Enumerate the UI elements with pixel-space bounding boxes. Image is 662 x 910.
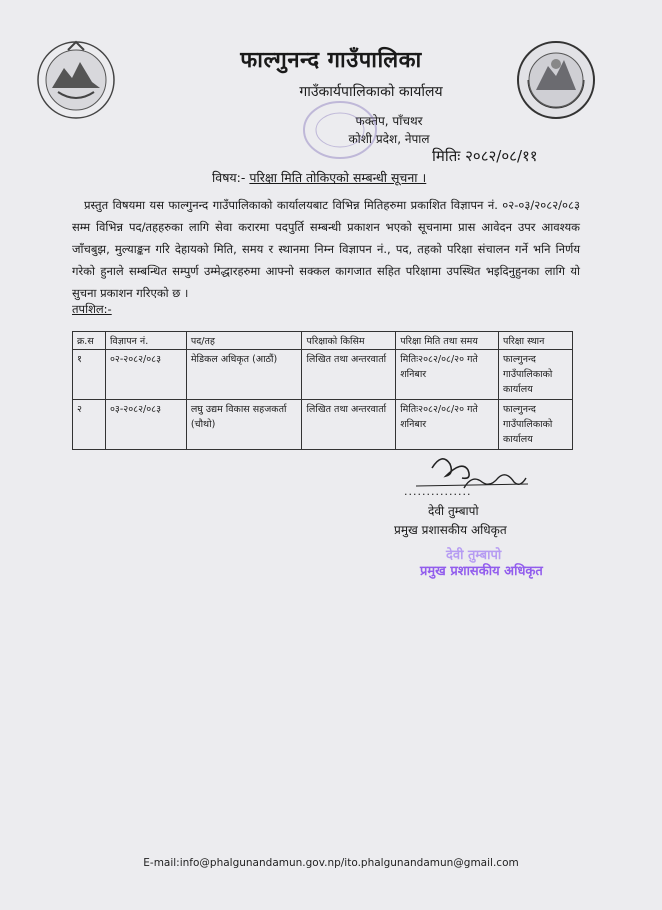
table-header-row [73,332,573,350]
letter-date: मितिः २०८२/०८/११ [432,147,538,165]
header-cell: परिक्षाको किसिम [302,332,396,350]
signature-line: ............... [404,485,472,498]
subject-prefix: विषय:- [212,170,246,185]
subject-text: परिक्षा मिति तोकिएको सम्बन्धी सूचना । [249,170,427,185]
table-cell: मितिः२०८२/०८/२० गते शनिबार [396,350,499,400]
table-cell: मितिः२०८२/०८/२० गते शनिबार [396,400,499,450]
exam-schedule-table [72,331,573,450]
header-cell: पद/तह [186,332,302,350]
table-cell: फाल्गुनन्द गाउँपालिकाको कार्यालय [499,350,573,400]
header-cell: परिक्षा मिति तथा समय [396,332,499,350]
signatory-title: प्रमुख प्रशासकीय अधिकृत [394,523,507,537]
office-name: गाउँकार्यपालिकाको कार्यालय [299,84,443,100]
address-line-2: कोशी प्रदेश, नेपाल [348,132,430,146]
table-cell: लिखित तथा अन्तरवार्ता [302,400,396,450]
table-cell: लिखित तथा अन्तरवार्ता [302,350,396,400]
table-cell: ०२-२०८२/०८३ [105,350,186,400]
details-label: तपशिल:- [72,302,112,316]
table-cell: २ [73,400,106,450]
table-row [73,350,573,400]
subject-line [212,169,426,186]
header-cell: क्र.स [73,332,106,350]
table-cell: लघु उद्यम विकास सहजकर्ता (चौथो) [186,400,302,450]
address-line-1: फक्तेप, पाँचथर [355,114,423,128]
municipality-title: फाल्गुनन्द गाउँपालिका [240,48,422,73]
signatory-name: देवी तुम्बापो [428,504,479,518]
table-cell: फाल्गुनन्द गाउँपालिकाको कार्यालय [499,400,573,450]
table-cell: ०३-२०८२/०८३ [105,400,186,450]
header-cell: विज्ञापन नं. [105,332,186,350]
header-cell: परिक्षा स्थान [499,332,573,350]
table-cell: मेडिकल अधिकृत (आठौं) [186,350,302,400]
stamp-name: देवी तुम्बापो [446,548,502,563]
footer-email: E-mail:info@phalgunandamun.gov.np/ito.phalgunandamun@gmail.com [143,857,519,869]
table-row [73,400,573,450]
table-cell: १ [73,350,106,400]
stamp-title: प्रमुख प्रशासकीय अधिकृत [420,564,543,579]
office-stamp-icon [300,98,380,162]
notice-paragraph: प्रस्तुत विषयमा यस फाल्गुनन्द गाउँपालिकाको कार्यालयबाट विभिन्न मितिहरुमा प्रकाशित विज्ञापन नं. ०२-०३/२०८२/०८३ सम्म विभिन्न पद/तहहरुका लागि सेवा करारमा पदपुर्ति सम्बन्धी प्रकाशन भएको सूचनामा प्रास आवेदन उपर आवश्यक जाँचबुझ, मुल्याङ्कन गरि देहायको मिति, समय र स्थानमा निम्न विज्ञापन नं., पद, तहको परिक्षा संचालन गर्ने भनि निर्णय गरेको हुनाले सम्बन्धित सम्पुर्ण उम्मेद्धारहरुमा आफ्नो सक्कल कागजात सहित परिक्षामा उपस्थित भइदिनुहुनका लागि यो सुचना प्रकाशन गरिएको छ । [72,198,580,300]
